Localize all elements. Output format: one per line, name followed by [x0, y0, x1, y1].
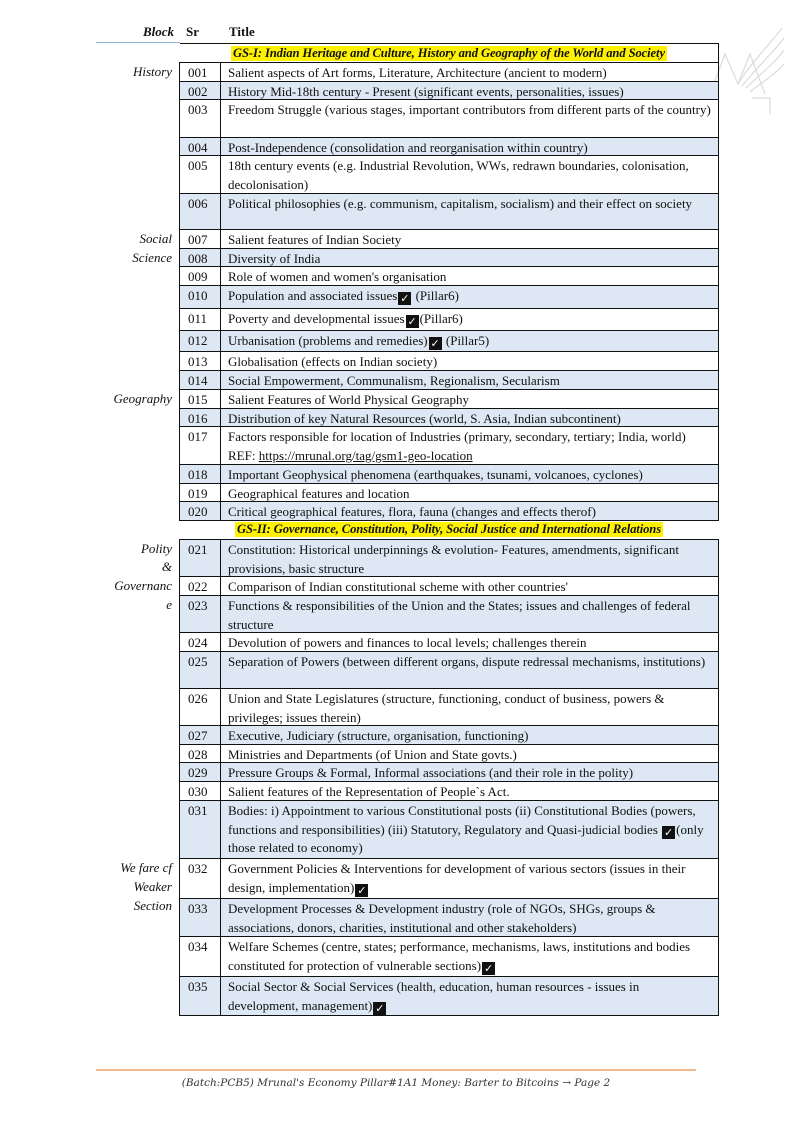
reference-link[interactable]: https://mrunal.org/tag/gsm1-geo-location: [258, 447, 473, 463]
header-rule: [96, 42, 180, 43]
table-row: [179, 781, 719, 801]
row-serial: 009: [180, 267, 221, 285]
table-row: [179, 370, 719, 390]
row-title-text: Bodies: i) Appointment to various Constitutional posts (ii) Constitutional Bodies (powers, functions and responsibilities) (iii) Statutory, Regulatory and Quasi-judicial bodies: [228, 803, 696, 837]
section-title-gs2: GS-II: Governance, Constitution, Polity, Social Justice and International Relations: [236, 522, 662, 536]
table-row: [179, 539, 719, 577]
table-row: [179, 688, 719, 726]
row-serial: 018: [180, 465, 221, 483]
row-title: [221, 249, 718, 266]
table-row: [179, 266, 719, 286]
row-serial: 024: [180, 633, 221, 651]
table-row: [179, 137, 719, 156]
row-serial: 006: [180, 194, 221, 229]
column-header-title: Title: [229, 24, 255, 39]
row-title-text: Executive, Judiciary (structure, organisation, functioning): [228, 728, 529, 743]
row-title-text: Functions & responsibilities of the Union and the States; issues and challenges of federal structure: [228, 598, 691, 632]
row-title: [221, 331, 718, 351]
checkmark-icon: ✓: [430, 337, 440, 350]
row-serial: 021: [180, 540, 221, 576]
row-title-text: Role of women and women's organisation: [228, 269, 447, 284]
row-title: [221, 371, 718, 389]
section-banner-gs2: [180, 520, 718, 539]
row-title-text: Post-Independence (consolidation and reorganisation within country): [228, 140, 588, 155]
table-row: [179, 632, 719, 652]
table-row: [179, 725, 719, 745]
row-title: [221, 230, 718, 248]
row-serial: 016: [180, 409, 221, 426]
row-title: [221, 138, 718, 155]
row-title: [221, 484, 718, 501]
table-row: [179, 483, 719, 502]
column-header-block: Block: [142, 24, 174, 39]
table-row: [179, 976, 719, 1016]
table-row: [179, 62, 719, 82]
row-title-suffix: (Pillar6): [419, 311, 463, 326]
row-serial: 020: [180, 502, 221, 520]
table-row: [179, 81, 719, 100]
block-label: Science: [132, 250, 172, 265]
row-serial: 010: [180, 286, 221, 308]
row-title-text: Urbanisation (problems and remedies): [228, 333, 428, 348]
table-row: [179, 576, 719, 596]
row-title: [221, 286, 718, 308]
table-row: [179, 501, 719, 521]
row-serial: 032: [180, 859, 221, 898]
row-serial: 035: [180, 977, 221, 1015]
row-serial: 027: [180, 726, 221, 744]
checkmark-icon: ✓: [357, 883, 367, 897]
table-row: [179, 99, 719, 138]
row-title-text: Poverty and developmental issues: [228, 311, 405, 326]
row-title-text: Salient aspects of Art forms, Literature, Architecture (ancient to modern): [228, 65, 607, 80]
row-serial: 028: [180, 745, 221, 762]
row-serial: 005: [180, 156, 221, 193]
row-title: [221, 82, 718, 99]
row-title-text: 18th century events (e.g. Industrial Revolution, WWs, redrawn boundaries, colonisation, decolonisation): [228, 158, 689, 192]
row-serial: 019: [180, 484, 221, 501]
row-title-text: Devolution of powers and finances to local levels; challenges therein: [228, 635, 587, 650]
block-label: Social: [139, 231, 172, 246]
row-title: [221, 409, 718, 426]
row-title-text: Population and associated issues: [228, 288, 398, 303]
row-title: [221, 763, 718, 781]
row-title: [221, 267, 718, 285]
row-title-text: Constitution: Historical underpinnings & evolution- Features, amendments, significant provisions, basic structure: [228, 542, 679, 576]
row-title: [221, 427, 718, 464]
section-banner-gs1: [180, 43, 719, 62]
row-title: [221, 502, 718, 520]
table-row: [179, 193, 719, 230]
block-label: History: [133, 64, 172, 79]
row-title: [221, 652, 718, 688]
table-row: [179, 229, 719, 249]
row-title-text: Salient features of Indian Society: [228, 232, 402, 247]
row-title-suffix: (only those related to economy): [228, 821, 704, 855]
row-title-text: Pressure Groups & Formal, Informal associations (and their role in the polity): [228, 765, 634, 780]
table-row: [179, 936, 719, 977]
block-label: Weaker: [133, 879, 172, 894]
section-title-gs1: GS-I: Indian Heritage and Culture, History and Geography of the World and Society: [233, 45, 665, 60]
row-title-text: Freedom Struggle (various stages, important contributors from different parts of the country): [228, 102, 711, 117]
row-serial: 031: [180, 801, 221, 858]
row-title: [221, 309, 718, 330]
checkmark-icon: ✓: [400, 292, 410, 305]
row-title: [221, 977, 718, 1015]
table-row: [179, 800, 719, 859]
row-serial: 002: [180, 82, 221, 99]
row-title-text: Factors responsible for location of Industries (primary, secondary, tertiary; India, world) REF:: [228, 429, 686, 463]
row-serial: 022: [180, 577, 221, 595]
row-title-text: Distribution of key Natural Resources (world, S. Asia, Indian subcontinent): [228, 411, 621, 426]
row-serial: 033: [180, 899, 221, 936]
row-title-text: Critical geographical features, flora, fauna (changes and effects therof): [228, 504, 596, 519]
row-serial: 013: [180, 352, 221, 370]
row-serial: 034: [180, 937, 221, 976]
table-row: [179, 858, 719, 899]
block-label: e: [166, 597, 172, 612]
row-title-text: Salient features of the Representation of People`s Act.: [228, 784, 510, 799]
row-serial: 015: [180, 390, 221, 408]
table-row: [179, 351, 719, 371]
block-label: Geography: [113, 391, 172, 406]
row-serial: 011: [180, 309, 221, 330]
row-title: [221, 577, 718, 595]
row-title: [221, 726, 718, 744]
row-serial: 012: [180, 331, 221, 351]
row-title: [221, 801, 718, 858]
row-title: [221, 745, 718, 762]
row-title: [221, 352, 718, 370]
row-title-text: Welfare Schemes (centre, states; performance, mechanisms, laws, institutions and bodies constituted for protection of vulnerable sections): [228, 939, 691, 973]
row-title-text: Comparison of Indian constitutional scheme with other countries': [228, 579, 568, 594]
row-title-text: Development Processes & Development industry (role of NGOs, SHGs, groups & associations, donors, charities, institutional and other stakeholders): [228, 901, 656, 935]
row-serial: 017: [180, 427, 221, 464]
table-row: [179, 651, 719, 689]
row-title-text: Diversity of India: [228, 251, 321, 266]
row-title-suffix: (Pillar6): [412, 288, 459, 303]
row-title: [221, 465, 718, 483]
row-title-text: Globalisation (effects on Indian society): [228, 354, 438, 369]
block-label: Polity: [140, 541, 172, 556]
block-label: &: [161, 559, 172, 574]
row-title: [221, 540, 718, 576]
row-title: [221, 156, 718, 193]
checkmark-icon: ✓: [407, 315, 417, 328]
row-serial: 023: [180, 596, 221, 632]
table-row: [179, 248, 719, 267]
row-title-text: History Mid-18th century - Present (significant events, personalities, issues): [228, 84, 624, 99]
row-title-text: Ministries and Departments (of Union and State govts.): [228, 747, 517, 762]
table-row: [179, 898, 719, 937]
table-row: [179, 308, 719, 331]
column-header-sr: Sr: [186, 24, 199, 39]
row-serial: 025: [180, 652, 221, 688]
row-serial: 026: [180, 689, 221, 725]
table-row: [179, 464, 719, 484]
row-title: [221, 782, 718, 800]
table-row: [179, 408, 719, 427]
block-label: We fare cf: [120, 860, 172, 875]
table-row: [179, 744, 719, 763]
row-title: [221, 689, 718, 725]
row-title: [221, 390, 718, 408]
page-footer: (Batch:PCB5) Mrunal's Economy Pillar#1A1 Money: Barter to Bitcoins → Page 2: [181, 1077, 611, 1089]
row-serial: 030: [180, 782, 221, 800]
checkmark-icon: ✓: [375, 1001, 385, 1015]
row-title: [221, 937, 718, 976]
row-title-text: Union and State Legislatures (structure, functioning, conduct of business, powers & privileges; issues therein): [228, 691, 665, 725]
row-title: [221, 859, 718, 898]
table-row: [179, 285, 719, 309]
row-title-text: Political philosophies (e.g. communism, capitalism, socialism) and their effect on society: [228, 196, 693, 211]
table-row: [179, 762, 719, 782]
row-serial: 001: [180, 63, 221, 81]
row-title-text: Government Policies & Interventions for development of various sectors (issues in their design, implementation): [228, 861, 686, 895]
row-title: [221, 63, 718, 81]
row-title-text: Geographical features and location: [228, 486, 410, 501]
block-label: Governanc: [114, 578, 172, 593]
row-title: [221, 100, 718, 137]
checkmark-icon: ✓: [483, 961, 494, 975]
row-title-suffix: (Pillar5): [442, 333, 490, 348]
block-label: Section: [133, 898, 172, 913]
table-row: [179, 595, 719, 633]
row-title: [221, 633, 718, 651]
row-title-text: Important Geophysical phenomena (earthquakes, tsunami, volcanoes, cyclones): [228, 467, 643, 482]
row-serial: 014: [180, 371, 221, 389]
row-title: [221, 596, 718, 632]
table-row: [179, 426, 719, 465]
row-title: [221, 899, 718, 936]
row-title-text: Salient Features of World Physical Geography: [228, 392, 469, 407]
table-row: [179, 330, 719, 352]
row-title: [221, 194, 718, 229]
table-row: [179, 389, 719, 409]
footer-rule: [96, 1069, 696, 1071]
table-row: [179, 155, 719, 194]
row-title-text: Separation of Powers (between different organs, dispute redressal mechanisms, institutions): [228, 654, 706, 669]
checkmark-icon: ✓: [664, 825, 674, 839]
row-serial: 004: [180, 138, 221, 155]
row-serial: 003: [180, 100, 221, 137]
row-title-text: Social Empowerment, Communalism, Regionalism, Secularism: [228, 373, 560, 388]
row-title-text: Social Sector & Social Services (health, education, human resources - issues in development, management): [228, 979, 640, 1013]
row-serial: 029: [180, 763, 221, 781]
row-serial: 007: [180, 230, 221, 248]
row-serial: 008: [180, 249, 221, 266]
